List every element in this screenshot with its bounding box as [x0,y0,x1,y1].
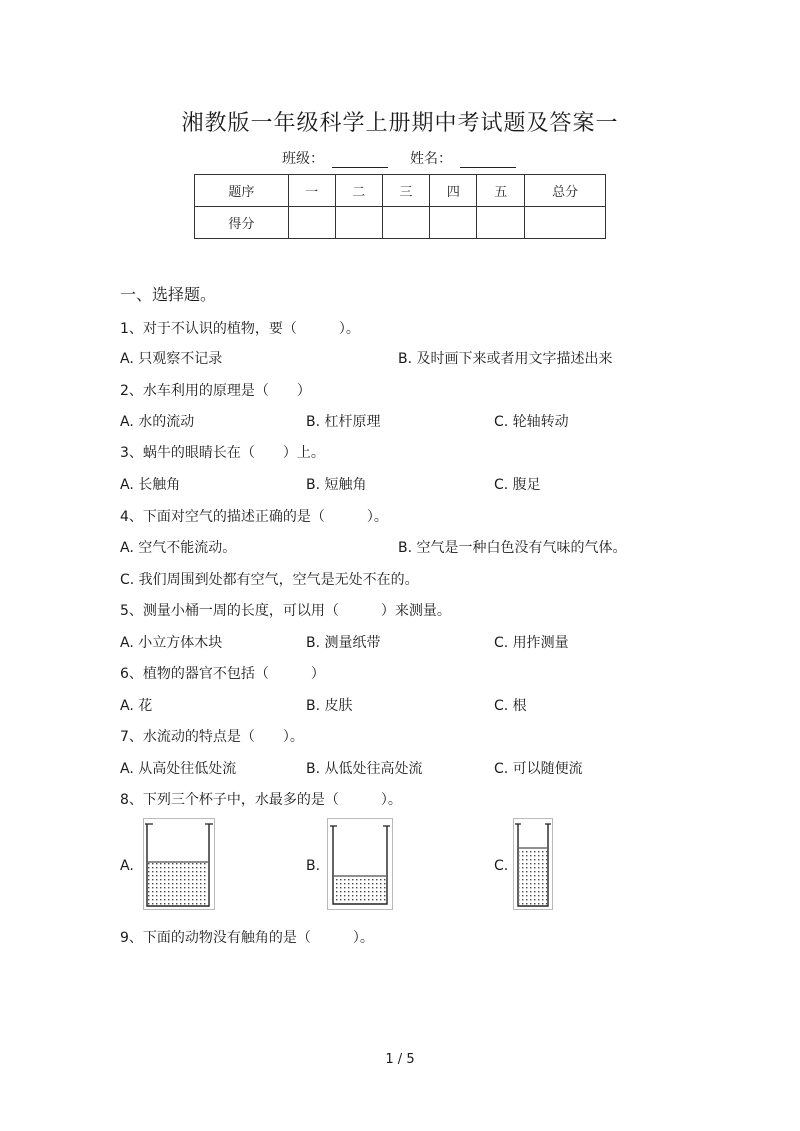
score-header-cell: 五 [477,175,525,207]
option-c[interactable]: C. 腹足 [494,477,541,493]
page-number: 1 / 5 [385,1052,415,1067]
beaker-a-image [143,818,215,910]
option-c[interactable]: C. 根 [494,698,527,714]
score-cell[interactable] [477,207,525,239]
score-header-row [195,175,606,207]
option-a[interactable]: A. 水的流动 [120,414,195,430]
option-a[interactable]: A. 小立方体木块 [120,635,223,651]
beaker-c-image [513,818,553,910]
class-label: 班级： [282,151,324,167]
score-header-cell: 一 [288,175,335,207]
score-cell[interactable] [335,207,382,239]
score-header-cell: 三 [382,175,430,207]
document-title: 湘教版一年级科学上册期中考试题及答案一 [181,111,619,136]
question-stem: 7、水流动的特点是（ ）。 [120,729,304,745]
score-row [195,207,606,239]
name-field [410,148,516,168]
score-cell[interactable] [430,207,477,239]
question-stem: 5、测量小桶一周的长度，可以用（ ）来测量。 [120,603,451,619]
option-b[interactable]: B. [306,858,321,874]
score-header-cell: 总分 [525,175,606,207]
score-header-cell: 二 [335,175,382,207]
score-cell[interactable] [525,207,606,239]
question-stem: 2、水车利用的原理是（ ） [120,383,311,399]
option-c[interactable]: C. 可以随便流 [494,761,583,777]
option-b[interactable]: B. 及时画下来或者用文字描述出来 [398,351,613,367]
score-row-label: 得分 [195,207,289,239]
option-c[interactable]: C. 用拃测量 [494,635,569,651]
question-stem: 8、下列三个杯子中，水最多的是（ ）。 [120,792,402,808]
option-b[interactable]: B. 空气是一种白色没有气味的气体。 [398,540,627,556]
question-stem: 4、下面对空气的描述正确的是（ ）。 [120,509,388,525]
option-a[interactable]: A. 长触角 [120,477,181,493]
name-label: 姓名： [410,151,452,167]
option-a[interactable]: A. 空气不能流动。 [120,540,237,556]
section-title: 一、选择题。 [120,285,217,304]
question-stem: 9、下面的动物没有触角的是（ ）。 [120,930,374,946]
option-b[interactable]: B. 短触角 [306,477,367,493]
question-stem: 3、蜗牛的眼睛长在（ ）上。 [120,445,325,461]
option-c[interactable]: C. 轮轴转动 [494,414,569,430]
beaker-b-image [327,818,393,910]
name-blank[interactable] [460,153,516,168]
score-table [194,174,606,239]
option-a[interactable]: A. 从高处往低处流 [120,761,237,777]
option-a[interactable]: A. [120,858,134,874]
option-a[interactable]: A. 花 [120,698,153,714]
option-b[interactable]: B. 杠杆原理 [306,414,381,430]
option-c[interactable]: C. [494,858,509,874]
class-field [282,148,388,168]
score-cell[interactable] [288,207,335,239]
question-stem: 1、对于不认识的植物，要（ ）。 [120,321,360,337]
option-a[interactable]: A. 只观察不记录 [120,351,223,367]
option-b[interactable]: B. 从低处往高处流 [306,761,423,777]
option-b[interactable]: B. 皮肤 [306,698,353,714]
option-b[interactable]: B. 测量纸带 [306,635,381,651]
question-stem: 6、植物的器官不包括（ ） [120,666,325,682]
option-c[interactable]: C. 我们周围到处都有空气，空气是无处不在的。 [120,572,419,588]
class-blank[interactable] [332,153,388,168]
score-header-cell: 四 [430,175,477,207]
score-cell[interactable] [382,207,430,239]
score-header-cell: 题序 [195,175,289,207]
